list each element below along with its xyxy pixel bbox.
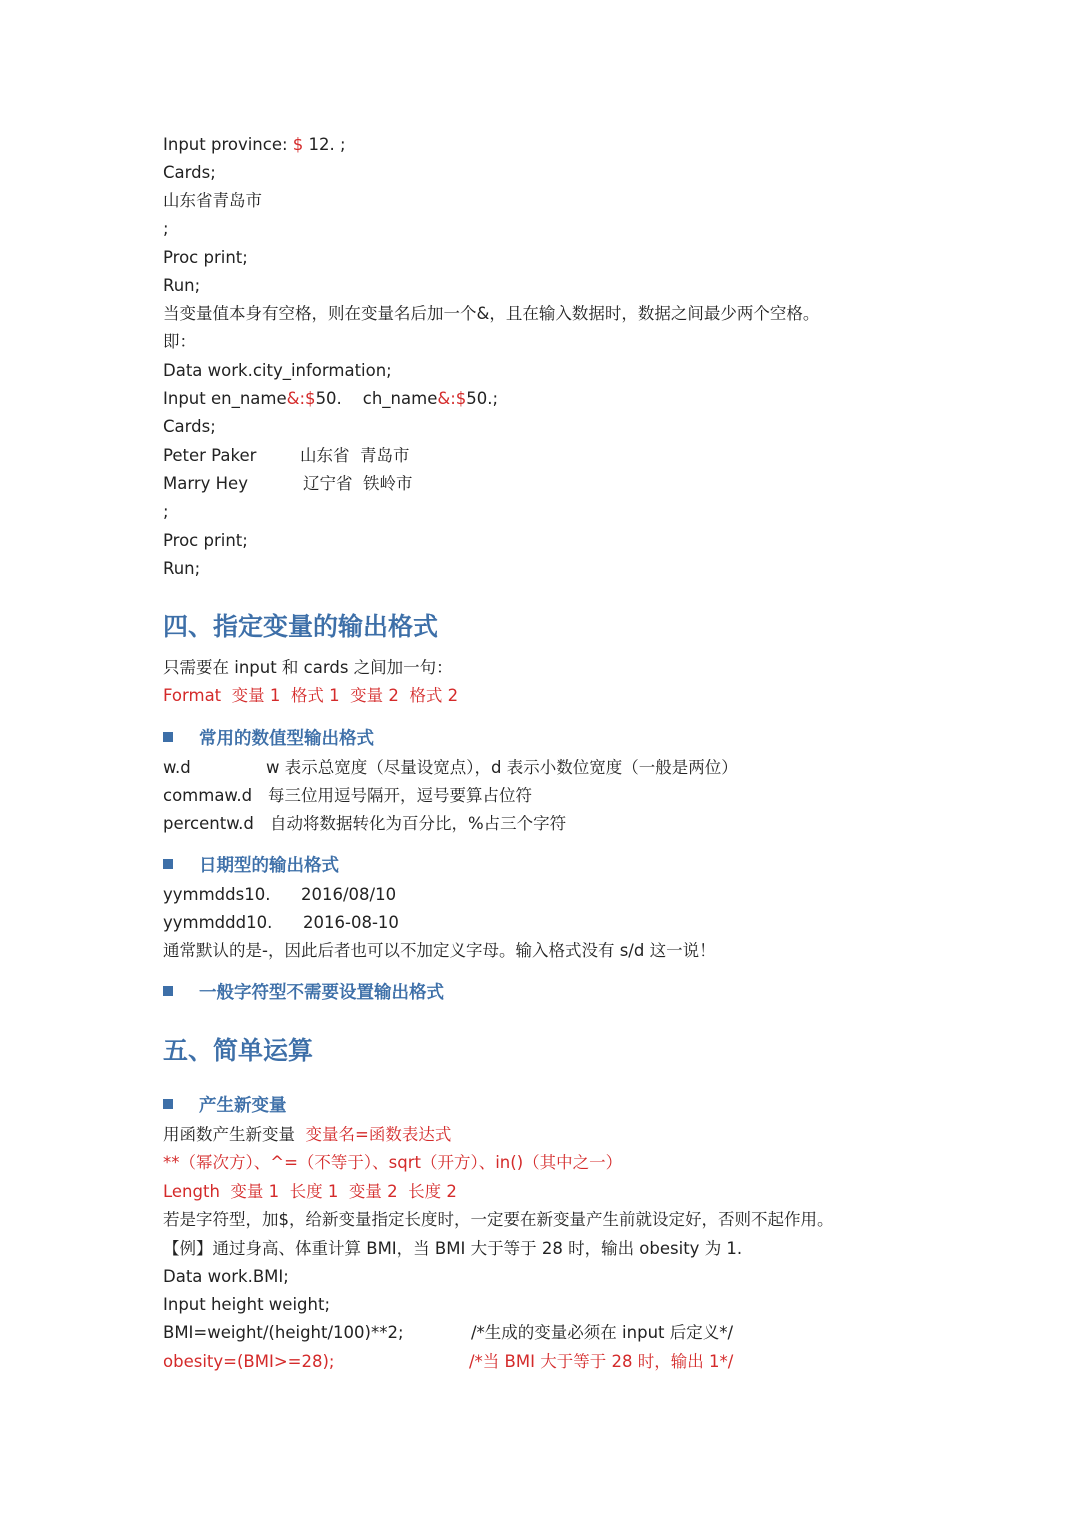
example-text: 【例】通过身高、体重计算 BMI，当 BMI 大于等于 28 时，输出 obesity 为 1. <box>163 1239 743 1258</box>
section-heading: 四、指定变量的输出格式 <box>163 612 439 641</box>
format-desc: 每三位用逗号隔开，逗号要算占位符 <box>268 786 532 805</box>
square-bullet-icon <box>163 986 173 996</box>
format-name: yymmdds10. <box>163 885 271 904</box>
code-comment: /*生成的变量必须在 input 后定义*/ <box>471 1323 734 1342</box>
code-line <box>163 1322 734 1344</box>
data-cell: 山东省 青岛市 <box>300 446 410 465</box>
square-bullet-icon <box>163 732 173 742</box>
data-row <box>163 473 413 495</box>
subsection-heading <box>163 1094 287 1118</box>
code-text: 12. ; <box>303 135 346 154</box>
format-row <box>163 884 397 906</box>
subsection-heading <box>163 727 374 751</box>
format-name: yymmddd10. <box>163 913 273 932</box>
subsection-title: 常用的数值型输出格式 <box>199 729 374 749</box>
code-text: obesity=(BMI>=28); <box>163 1352 335 1371</box>
subsection-title: 产生新变量 <box>199 1096 287 1116</box>
code-line <box>163 1351 734 1373</box>
format-desc: w 表示总宽度（尽量设宽点），d 表示小数位宽度（一般是两位） <box>266 758 738 777</box>
format-statement: Format 变量 1 格式 1 变量 2 格式 2 <box>163 686 459 705</box>
format-example: 2016-08-10 <box>303 913 399 932</box>
code-line: Cards; <box>163 163 216 182</box>
code-highlight: &:$ <box>437 389 467 408</box>
code-line: 山东省青岛市 <box>163 191 262 210</box>
highlight-text: 变量名=函数表达式 <box>305 1125 452 1144</box>
code-line: Run; <box>163 276 201 295</box>
code-comment: /*当 BMI 大于等于 28 时，输出 1*/ <box>469 1352 734 1371</box>
code-line: ; <box>163 502 169 521</box>
operators-line: **（幂次方）、^=（不等于）、sqrt（开方）、in()（其中之一） <box>163 1153 623 1172</box>
code-line: Proc print; <box>163 248 248 267</box>
format-name: w.d <box>163 758 191 777</box>
body-text-part: 用函数产生新变量 <box>163 1125 306 1144</box>
format-name: commaw.d <box>163 786 253 805</box>
data-cell: Peter Paker <box>163 446 257 465</box>
body-text: 即： <box>163 332 196 351</box>
code-line: Data work.BMI; <box>163 1267 289 1286</box>
format-desc: 自动将数据转化为百分比，%占三个字符 <box>270 814 567 833</box>
code-text: Input province: <box>163 135 293 154</box>
subsection-heading <box>163 854 339 878</box>
code-highlight: $ <box>292 135 304 154</box>
format-example: 2016/08/10 <box>301 885 397 904</box>
code-text: Input en_name <box>163 389 287 408</box>
format-row <box>163 757 738 779</box>
code-text: 50. ch_name <box>315 389 438 408</box>
square-bullet-icon <box>163 859 173 869</box>
code-line: Run; <box>163 559 201 578</box>
code-line: Proc print; <box>163 531 248 550</box>
code-line: Data work.city_information; <box>163 361 392 380</box>
body-text: 通常默认的是-，因此后者也可以不加定义字母。输入格式没有 s/d 这一说！ <box>163 941 716 960</box>
format-row <box>163 785 532 807</box>
subsection-heading <box>163 981 444 1005</box>
data-cell: Marry Hey <box>163 474 248 493</box>
code-line: ; <box>163 219 169 238</box>
code-line: Cards; <box>163 417 216 436</box>
subsection-title: 日期型的输出格式 <box>199 856 339 876</box>
code-highlight: &:$ <box>286 389 316 408</box>
body-text: 若是字符型，加$，给新变量指定长度时，一定要在新变量产生前就设定好，否则不起作用。 <box>163 1210 834 1229</box>
code-line: Input height weight; <box>163 1295 330 1314</box>
format-row <box>163 813 567 835</box>
data-row <box>163 445 410 467</box>
body-text: 当变量值本身有空格，则在变量名后加一个&，且在输入数据时，数据之间最少两个空格。 <box>163 304 820 323</box>
body-text <box>163 1124 451 1146</box>
code-text: 50.; <box>466 389 499 408</box>
body-text: 只需要在 input 和 cards 之间加一句： <box>163 658 453 677</box>
length-statement: Length 变量 1 长度 1 变量 2 长度 2 <box>163 1182 457 1201</box>
data-cell: 辽宁省 铁岭市 <box>303 474 413 493</box>
code-line <box>163 388 498 410</box>
format-name: percentw.d <box>163 814 254 833</box>
code-line <box>163 134 346 156</box>
format-row <box>163 912 399 934</box>
section-heading: 五、简单运算 <box>163 1036 314 1065</box>
subsection-title: 一般字符型不需要设置输出格式 <box>199 983 444 1003</box>
code-text: BMI=weight/(height/100)**2; <box>163 1323 404 1342</box>
square-bullet-icon <box>163 1099 173 1109</box>
